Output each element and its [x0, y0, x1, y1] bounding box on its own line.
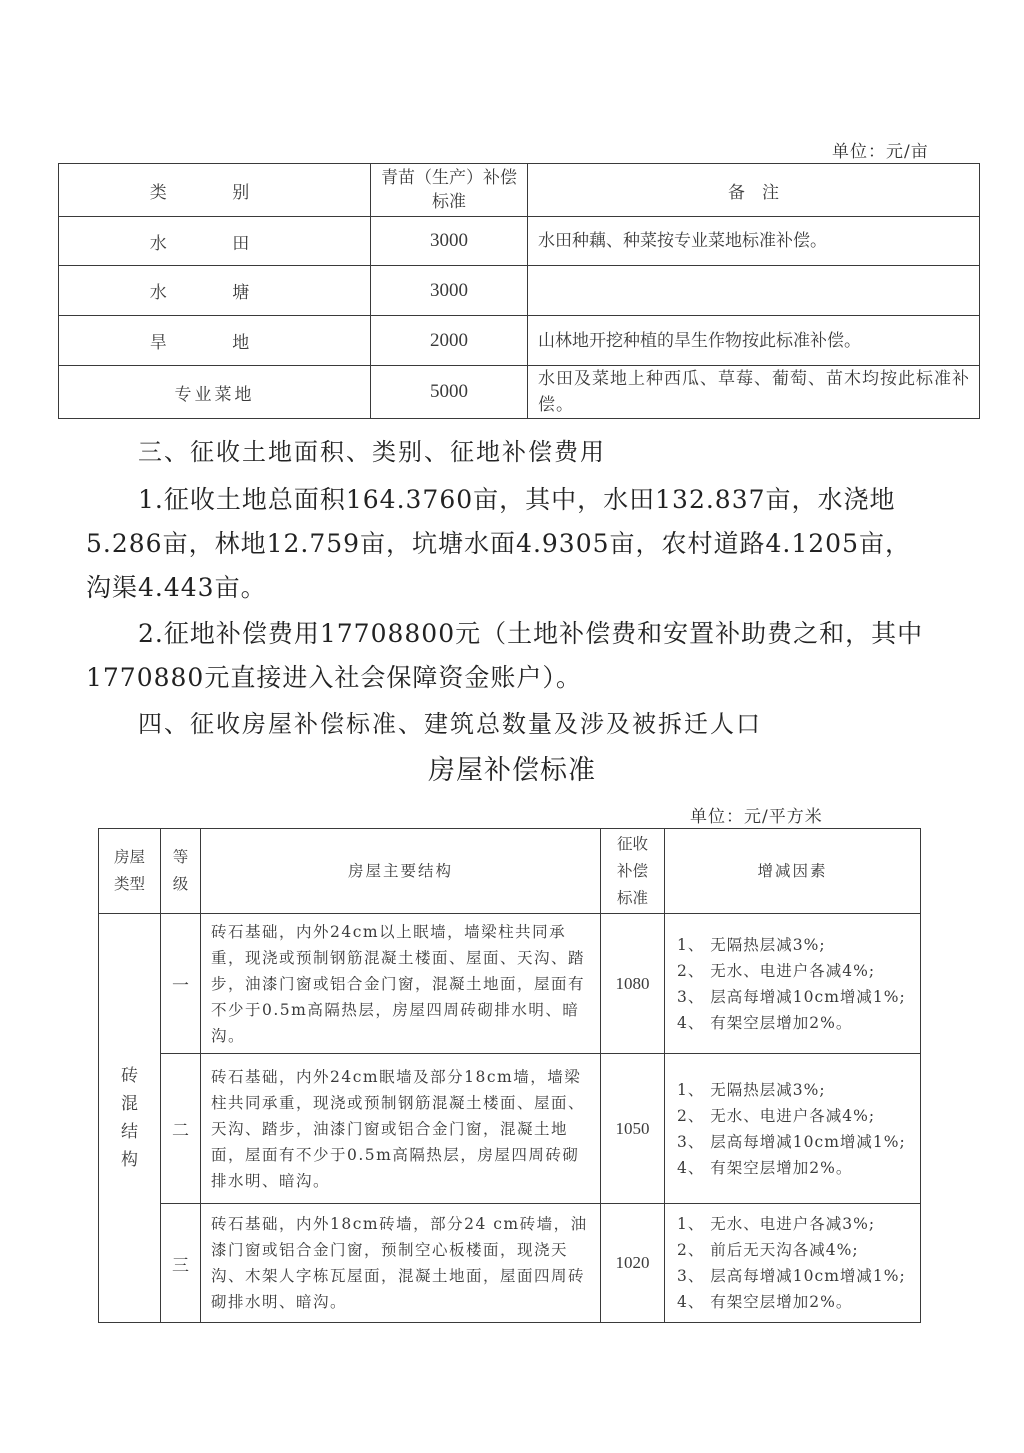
table-row [59, 366, 980, 419]
grade-cell: 一 [161, 914, 201, 1054]
factor-item: 1、 无隔热层减3%; [677, 1080, 826, 1099]
header-house-type: 房屋类型 [99, 829, 161, 914]
category-cell: 水 田 [59, 217, 371, 266]
table-row [99, 1054, 921, 1204]
factor-item: 2、 前后无天沟各减4%; [677, 1241, 859, 1259]
factor-item: 4、 有架空层增加2%。 [677, 1013, 853, 1032]
table-row [59, 316, 980, 366]
category-cell: 水 塘 [59, 266, 371, 316]
price-cell: 1020 [601, 1204, 665, 1323]
house-compensation-table [98, 828, 921, 1323]
standard-cell: 3000 [371, 217, 528, 266]
section3-paragraph-1: 1.征收土地总面积164.3760亩，其中，水田132.837亩，水浇地5.286亩，林地12.759亩，坑塘水面4.9305亩，农村道路4.1205亩，沟渠4.443亩。 [86, 485, 911, 602]
table-header-row [99, 829, 921, 914]
grade-cell: 二 [161, 1054, 201, 1204]
price-cell: 1050 [601, 1054, 665, 1204]
note-cell: 水田及菜地上种西瓜、草莓、葡萄、苗木均按此标准补偿。 [528, 366, 980, 419]
header-category: 类 别 [59, 164, 371, 217]
factor-item: 4、 有架空层增加2%。 [677, 1158, 853, 1177]
header-grade: 等级 [161, 829, 201, 914]
category-cell: 专业菜地 [59, 366, 371, 419]
header-note: 备 注 [528, 164, 980, 217]
standard-cell: 3000 [371, 266, 528, 316]
header-structure: 房屋主要结构 [201, 829, 601, 914]
seedling-compensation-table [58, 163, 980, 419]
factor-item: 1、 无水、电进户各减3%; [677, 1215, 876, 1233]
header-standard: 青苗（生产）补偿标准 [371, 164, 528, 217]
table-row [59, 217, 980, 266]
factor-item: 2、 无水、电进户各减4%; [677, 961, 876, 980]
structure-cell: 砖石基础，内外24cm眠墙及部分18cm墙，墙梁柱共同承重，现浇或预制钢筋混凝土楼面、屋面、天沟、踏步，油漆门窗或铝合金门窗，混凝土地面，屋面有不少于0.5m高隔热层，房屋四周砖砌排水明、暗沟。 [201, 1054, 601, 1204]
house-type-cell: 砖混结构 [99, 914, 161, 1323]
note-cell: 山林地开挖种植的旱生作物按此标准补偿。 [528, 316, 980, 366]
table2-unit-label: 单位：元/平方米 [690, 807, 823, 827]
note-cell: 水田种藕、种菜按专业菜地标准补偿。 [528, 217, 980, 266]
table-row [99, 914, 921, 1054]
factors-cell [665, 1054, 921, 1204]
section4-heading: 四、征收房屋补偿标准、建筑总数量及涉及被拆迁人口 [138, 710, 762, 738]
factor-item: 4、 有架空层增加2%。 [677, 1293, 853, 1311]
structure-cell: 砖石基础，内外24cm以上眠墙，墙梁柱共同承重，现浇或预制钢筋混凝土楼面、屋面、天沟、踏步，油漆门窗或铝合金门窗，混凝土地面，屋面有不少于0.5m高隔热层，房屋四周砖砌排水明、暗沟。 [201, 914, 601, 1054]
price-cell: 1080 [601, 914, 665, 1054]
factor-item: 2、 无水、电进户各减4%; [677, 1106, 876, 1125]
table-row [99, 1204, 921, 1323]
table-row [59, 266, 980, 316]
standard-cell: 2000 [371, 316, 528, 366]
note-cell [528, 266, 980, 316]
table1-unit-label: 单位：元/亩 [832, 142, 929, 162]
factor-item: 3、 层高每增减10cm增减1%; [677, 987, 906, 1006]
table-header-row [59, 164, 980, 217]
header-price: 征收补偿标准 [601, 829, 665, 914]
grade-cell: 三 [161, 1204, 201, 1323]
factors-cell [665, 914, 921, 1054]
standard-cell: 5000 [371, 366, 528, 419]
factor-item: 3、 层高每增减10cm增减1%; [677, 1132, 906, 1151]
factor-item: 1、 无隔热层减3%; [677, 935, 826, 954]
structure-cell: 砖石基础，内外18cm砖墙，部分24 cm砖墙，油漆门窗或铝合金门窗，预制空心板楼面，现浇天沟、木架人字栋瓦屋面，混凝土地面，屋面四周砖砌排水明、暗沟。 [201, 1204, 601, 1323]
factor-item: 3、 层高每增减10cm增减1%; [677, 1267, 906, 1285]
section3-heading: 三、征收土地面积、类别、征地补偿费用 [138, 438, 606, 466]
factors-cell [665, 1204, 921, 1323]
section3-paragraph-2: 2.征地补偿费用17708800元（土地补偿费和安置补助费之和，其中1770880元直接进入社会保障资金账户）。 [86, 619, 924, 692]
house-table-title: 房屋补偿标准 [428, 755, 596, 786]
category-cell: 旱 地 [59, 316, 371, 366]
header-factors: 增减因素 [665, 829, 921, 914]
